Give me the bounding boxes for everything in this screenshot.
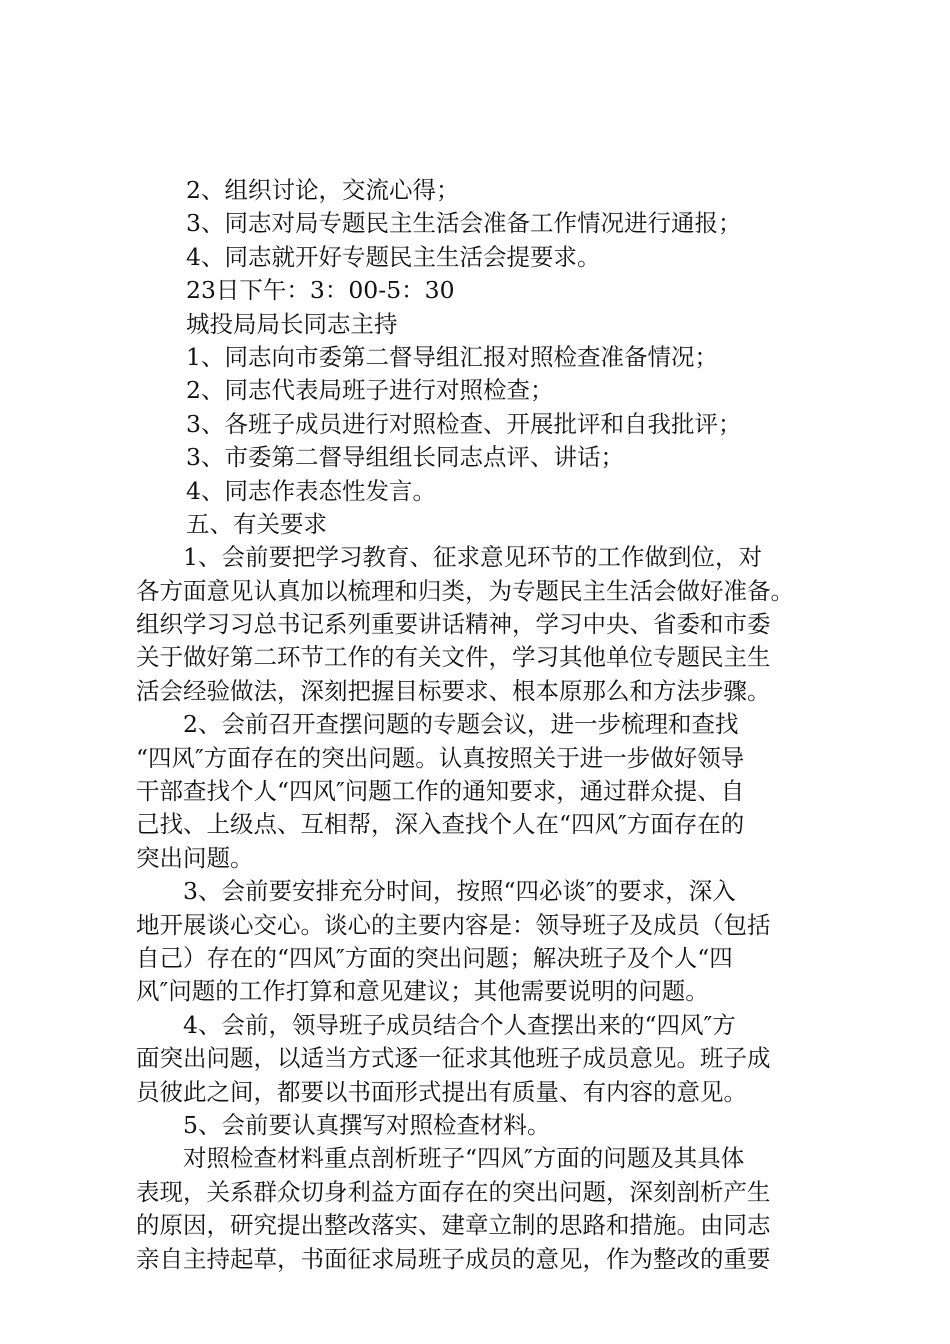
session-time: 23日下午：3：00-5：30 bbox=[186, 276, 455, 305]
agenda-item: 2、同志代表局班子进行对照检查； bbox=[186, 376, 554, 405]
document-body bbox=[136, 174, 836, 1276]
paragraph-line: 活会经验做法，深刻把握目标要求、根本原那么和方法步骤。 bbox=[136, 676, 771, 705]
paragraph-line: 己找、上级点、互相帮，深入查找个人在“四风″方面存在的 bbox=[136, 810, 745, 839]
agenda-item: 4、同志作表态性发言。 bbox=[186, 476, 436, 505]
paragraph-line: 突出问题。 bbox=[136, 843, 254, 872]
paragraph-line: 表现，关系群众切身利益方面存在的突出问题，深刻剖析产生 bbox=[136, 1177, 771, 1206]
agenda-item: 3、同志对局专题民主生活会准备工作情况进行通报； bbox=[186, 209, 742, 238]
agenda-item: 2、组织讨论，交流心得； bbox=[186, 176, 460, 204]
paragraph-line: 1、会前要把学习教育、征求意见环节的工作做到位，对 bbox=[183, 543, 762, 572]
paragraph-line: 2、会前召开查摆问题的专题会议，进一步梳理和查找 bbox=[183, 710, 739, 739]
paragraph-line: 各方面意见认真加以梳理和归类，为专题民主生活会做好准备。 bbox=[136, 576, 794, 605]
agenda-item: 4、同志就开好专题民主生活会提要求。 bbox=[186, 242, 601, 271]
agenda-item: 3、各班子成员进行对照检查、开展批评和自我批评； bbox=[186, 409, 742, 438]
session-host: 城投局局长同志主持 bbox=[186, 309, 398, 338]
agenda-item: 3、市委第二督导组组长同志点评、讲话； bbox=[186, 443, 624, 472]
paragraph-line: 员彼此之间，都要以书面形式提出有质量、有内容的意见。 bbox=[136, 1077, 747, 1106]
paragraph-line: “四风″方面存在的突出问题。认真按照关于进一步做好领导 bbox=[136, 743, 745, 772]
paragraph-line: 关于做好第二环节工作的有关文件，学习其他单位专题民主生 bbox=[136, 643, 771, 672]
paragraph-line: 的原因，研究提出整改落实、建章立制的思路和措施。由同志 bbox=[136, 1211, 771, 1240]
paragraph-line: 亲自主持起草，书面征求局班子成员的意见，作为整改的重要 bbox=[136, 1244, 771, 1273]
paragraph-line: 对照检查材料重点剖析班子“四风″方面的问题及其具体 bbox=[183, 1144, 745, 1173]
paragraph-line: 风″问题的工作打算和意见建议；其他需要说明的问题。 bbox=[136, 977, 709, 1006]
paragraph-line: 地开展谈心交心。谈心的主要内容是：领导班子及成员（包括 bbox=[136, 910, 771, 939]
paragraph-line: 3、会前要安排充分时间，按照“四必谈″的要求，深入 bbox=[183, 877, 736, 906]
paragraph-line: 自己）存在的“四风″方面的突出问题；解决班子及个人“四 bbox=[136, 943, 733, 972]
paragraph-line: 4、会前，领导班子成员结合个人查摆出来的“四风″方 bbox=[183, 1010, 736, 1039]
paragraph-line: 干部查找个人“四风″问题工作的通知要求，通过群众提、自 bbox=[136, 777, 745, 806]
agenda-item: 1、同志向市委第二督导组汇报对照检查准备情况； bbox=[186, 342, 718, 371]
paragraph-line: 组织学习习总书记系列重要讲话精神，学习中央、省委和市委 bbox=[136, 610, 771, 639]
paragraph-line: 5、会前要认真撰写对照检查材料。 bbox=[183, 1110, 551, 1139]
paragraph-line: 面突出问题，以适当方式逐一征求其他班子成员意见。班子成 bbox=[136, 1044, 771, 1073]
section-heading: 五、有关要求 bbox=[186, 509, 327, 538]
